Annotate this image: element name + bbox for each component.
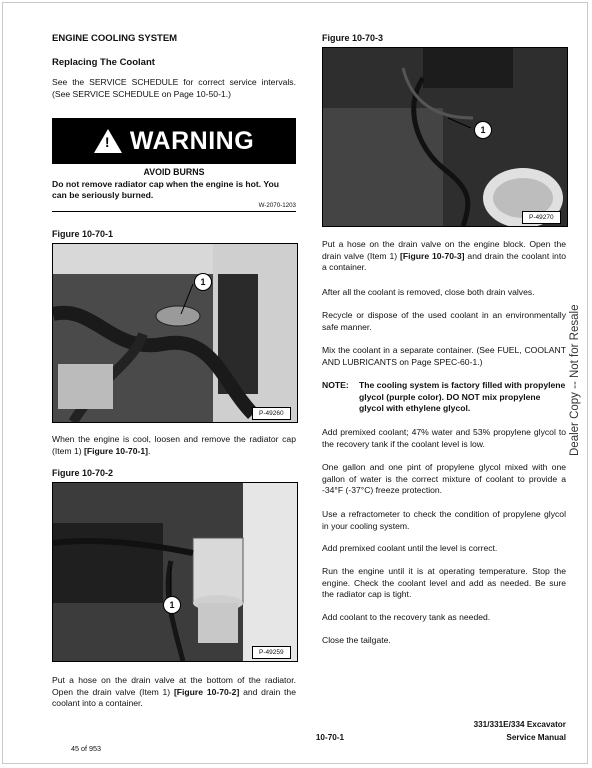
note-label: NOTE: xyxy=(322,380,349,390)
figure-2-photo-code: P-49259 xyxy=(252,646,291,659)
dealer-copy-watermark: Dealer Copy -- Not for Resale xyxy=(569,304,581,456)
pdf-page-counter: 45 of 953 xyxy=(71,744,101,753)
figure-2-photo xyxy=(52,482,298,662)
right-paragraph-6: One gallon and one pint of propylene glycol mixed with one gallon of water is the correct mixture of coolant to provide a -34°F (-37°C) freeze protection. xyxy=(322,462,566,496)
figure-1-photo-code: P-49260 xyxy=(252,407,291,420)
warning-divider xyxy=(52,211,296,212)
right-paragraph-9: Run the engine until it is at operating temperature. Stop the engine. Check the coolant level and add as needed. Be sure the radiator cap is tight. xyxy=(322,566,566,600)
warning-code: W-2070-1203 xyxy=(258,202,296,209)
figure-1-photo xyxy=(52,243,298,423)
radiator-drain-illustration xyxy=(53,483,297,661)
figure-1-callout: 1 xyxy=(194,273,212,291)
left-paragraph-2: Put a hose on the drain valve at the bottom of the radiator. Open the drain valve (Item 1) [Figure 10-70-2] and drain the coolant into a container. xyxy=(52,675,296,709)
figure-2-callout: 1 xyxy=(163,596,181,614)
warning-banner xyxy=(52,118,296,164)
warning-symbol: ! xyxy=(104,134,110,150)
right-paragraph-1: Put a hose on the drain valve on the engine block. Open the drain valve (Item 1) [Figure 10-70-3] and drain the coolant into a container. xyxy=(322,239,566,273)
note-text: The cooling system is factory filled with propylene glycol (purple color). DO NOT mix propylene glycol with ethylene glycol. xyxy=(359,380,566,414)
footer-page-number: 10-70-1 xyxy=(315,733,345,742)
footer-model: 331/331E/334 Excavator xyxy=(473,720,566,729)
intro-paragraph: See the SERVICE SCHEDULE for correct service intervals. (See SERVICE SCHEDULE on Page 10-50-1.) xyxy=(52,77,296,99)
right-paragraph-3: Recycle or dispose of the used coolant in an environmentally safe manner. xyxy=(322,310,566,332)
footer-manual: Service Manual xyxy=(506,733,566,742)
right-paragraph-4: Mix the coolant in a separate container. (See FUEL, COOLANT AND LUBRICANTS on Page SPEC-60-1.) xyxy=(322,345,566,367)
figure-3-callout: 1 xyxy=(474,121,492,139)
radiator-cap-illustration xyxy=(53,244,297,422)
right-paragraph-2: After all the coolant is removed, close both drain valves. xyxy=(322,287,535,297)
warning-word: WARNING xyxy=(129,126,255,155)
figure-3-photo-code: P-49270 xyxy=(522,211,561,224)
figure-3-photo xyxy=(322,47,568,227)
figure-1-title: Figure 10-70-1 xyxy=(52,229,114,239)
figure-2-title: Figure 10-70-2 xyxy=(52,468,114,478)
right-paragraph-7: Use a refractometer to check the condition of propylene glycol in your cooling system. xyxy=(322,509,566,531)
warning-triangle-icon xyxy=(94,129,122,153)
right-paragraph-11: Close the tailgate. xyxy=(322,635,391,645)
warning-title: AVOID BURNS xyxy=(143,167,205,177)
warning-text: Do not remove radiator cap when the engine is hot. You can be seriously burned. xyxy=(52,179,279,200)
figure-3-title: Figure 10-70-3 xyxy=(322,33,384,43)
left-paragraph-1: When the engine is cool, loosen and remove the radiator cap (Item 1) [Figure 10-70-1]. xyxy=(52,434,296,456)
subsection-title: Replacing The Coolant xyxy=(52,57,155,68)
right-paragraph-8: Add premixed coolant until the level is correct. xyxy=(322,543,498,553)
right-paragraph-5: Add premixed coolant; 47% water and 53% propylene glycol to the recovery tank if the coolant level is low. xyxy=(322,427,566,449)
engine-block-drain-illustration xyxy=(323,48,567,226)
right-paragraph-10: Add coolant to the recovery tank as needed. xyxy=(322,612,491,622)
section-title: ENGINE COOLING SYSTEM xyxy=(52,33,178,44)
